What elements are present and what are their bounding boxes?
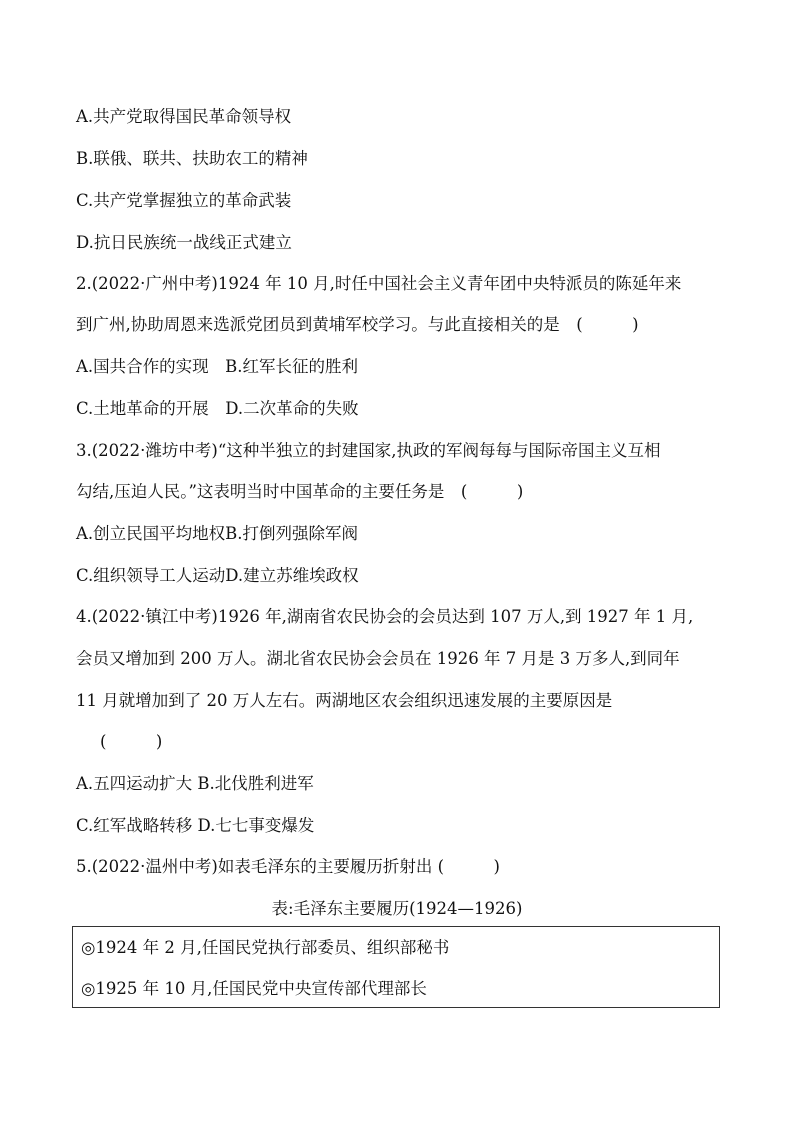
q3-stem-line-2: 勾结,压迫人民。”这表明当时中国革命的主要任务是 ( ) [76,482,524,501]
q1-option-d: D.抗日民族统一战线正式建立 [76,233,292,252]
q1-option-c: C.共产党掌握独立的革命武装 [76,191,292,210]
q1-option-a: A.共产党取得国民革命领导权 [76,107,292,126]
table-row: ◎1925 年 10 月,任国民党中央宣传部代理部长 [81,979,427,998]
table-caption: 表:毛泽东主要履历(1924—1926) [271,899,523,918]
q2-stem-line-1: 2.(2022·广州中考)1924 年 10 月,时任中国社会主义青年团中央特派员的陈延年来 [76,274,682,293]
q4-stem-line-2: 会员又增加到 200 万人。湖北省农民协会会员在 1926 年 7 月是 3 万多人,到同年 [76,649,680,668]
q4-options-cd: C.红军战略转移 D.七七事变爆发 [76,816,315,835]
q1-option-b: B.联俄、联共、扶助农工的精神 [76,149,308,168]
q2-stem-line-2: 到广州,协助周恩来选派党团员到黄埔军校学习。与此直接相关的是 ( ) [76,315,639,334]
q4-stem-line-3: 11 月就增加到了 20 万人左右。两湖地区农会组织迅速发展的主要原因是 [76,691,613,710]
q4-answer-parens: ( ) [100,732,163,751]
q2-options-cd: C.土地革命的开展 D.二次革命的失败 [76,399,359,418]
q2-options-ab: A.国共合作的实现 B.红军长征的胜利 [76,357,359,376]
q3-options-ab: A.创立民国平均地权B.打倒列强除军阀 [76,524,359,543]
q4-stem-line-1: 4.(2022·镇江中考)1926 年,湖南省农民协会的会员达到 107 万人,到 1927 年 1 月, [76,607,694,626]
resume-table [72,926,720,1008]
q3-stem-line-1: 3.(2022·潍坊中考)“这种半独立的封建国家,执政的军阀每每与国际帝国主义互相 [76,441,661,460]
q3-options-cd: C.组织领导工人运动D.建立苏维埃政权 [76,566,359,585]
q5-stem: 5.(2022·温州中考)如表毛泽东的主要履历折射出 ( ) [76,857,500,876]
q4-options-ab: A.五四运动扩大 B.北伐胜利进军 [76,774,314,793]
table-row: ◎1924 年 2 月,任国民党执行部委员、组织部秘书 [81,938,450,957]
